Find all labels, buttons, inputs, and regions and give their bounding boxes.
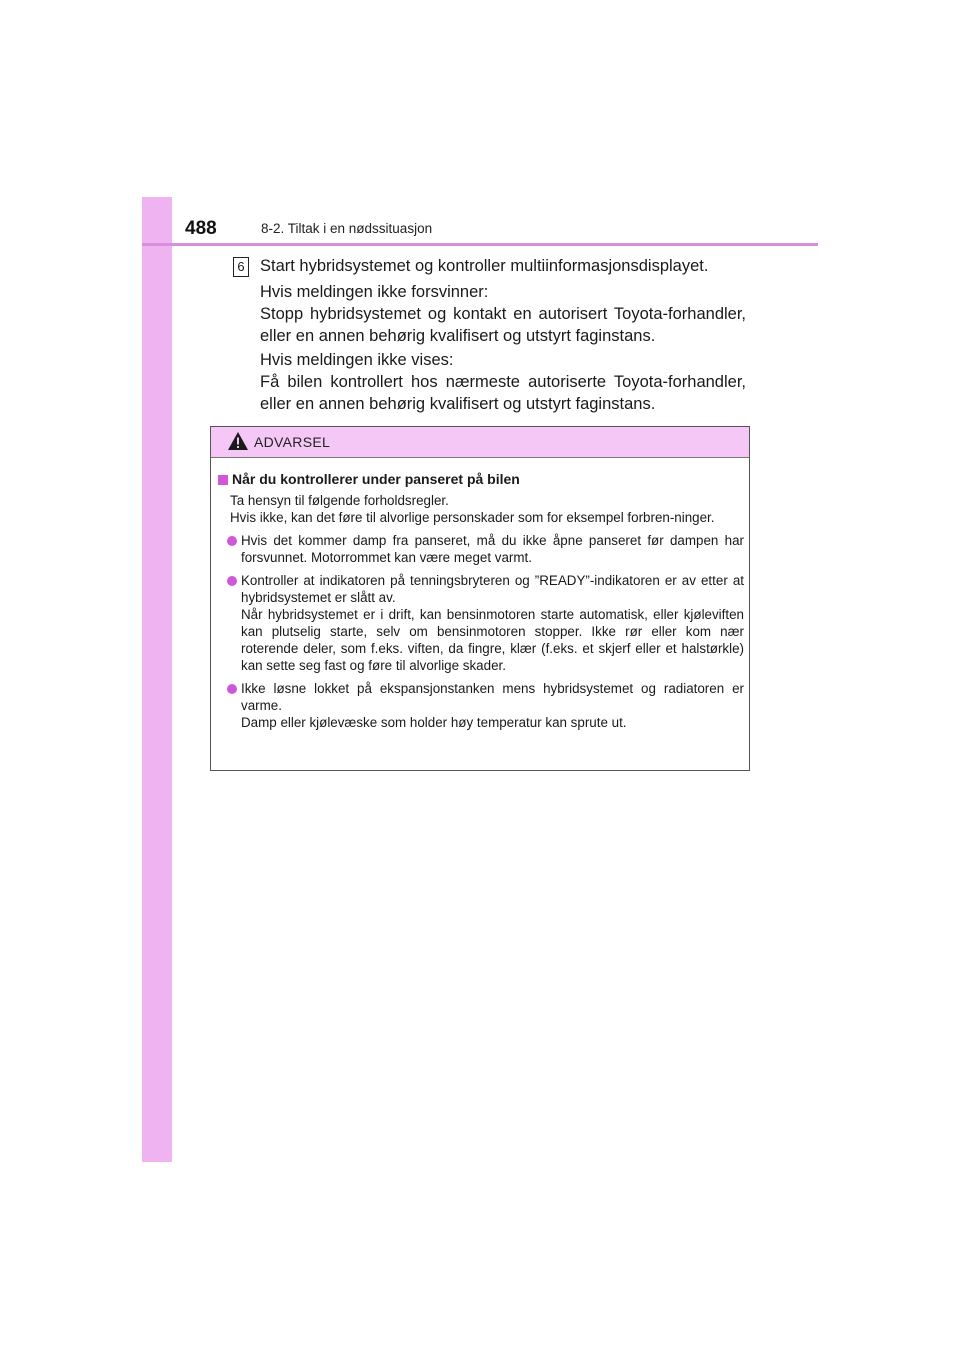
warning-item-text: Damp eller kjølevæske som holder høy temperatur kan sprute ut. xyxy=(241,715,627,730)
warning-item xyxy=(218,572,744,674)
warning-box xyxy=(210,426,750,771)
warning-header xyxy=(211,427,749,458)
section-title: 8-2. Tiltak i en nødssituasjon xyxy=(261,221,433,236)
warning-body xyxy=(218,471,744,731)
chapter-side-strip xyxy=(142,197,172,1162)
warning-heading xyxy=(218,471,744,488)
round-bullet-icon xyxy=(227,684,237,694)
warning-item xyxy=(218,532,744,566)
round-bullet-icon xyxy=(227,536,237,546)
warning-heading-text: Når du kontrollerer under panseret på bilen xyxy=(232,471,520,487)
warning-title: ADVARSEL xyxy=(254,434,331,450)
warning-item-text: Når hybridsystemet er i drift, kan bensinmotoren starte automatisk, eller kjøleviften kan plutselig starte, selv om bensinmotoren stopper. Ikke rør eller kom nær roterende deler, som f.eks. viften, da fingre, klær (f.eks. et skjerf eller et halstørkle) kan sette seg fast og føre til alvorlige skader. xyxy=(241,607,744,673)
step-instruction: Start hybridsystemet og kontroller multiinformasjonsdisplayet. xyxy=(260,257,709,275)
warning-item-text: Hvis det kommer damp fra panseret, må du ikke åpne panseret før dampen har forsvunnet. Motorrommet kan være meget varmt. xyxy=(241,533,744,565)
condition-2-lead: Hvis meldingen ikke vises: xyxy=(260,351,454,369)
warning-item-text: Kontroller at indikatoren på tenningsbryteren og ”READY”-indikatoren er av etter at hybridsystemet er slått av. xyxy=(241,573,744,605)
page-number: 488 xyxy=(185,218,217,239)
round-bullet-icon xyxy=(227,576,237,586)
condition-2-text: Få bilen kontrollert hos nærmeste autoriserte Toyota-forhandler, eller en annen behørig kvalifisert og utstyrt faginstans. xyxy=(260,373,746,413)
condition-1-lead: Hvis meldingen ikke forsvinner: xyxy=(260,283,489,301)
warning-intro-1: Ta hensyn til følgende forholdsregler. xyxy=(230,493,449,508)
warning-intro-2: Hvis ikke, kan det føre til alvorlige personskader som for eksempel forbren-ninger. xyxy=(230,510,715,525)
warning-item-text: Ikke løsne lokket på ekspansjonstanken mens hybridsystemet og radiatoren er varme. xyxy=(241,681,744,713)
page-header xyxy=(185,212,825,246)
warning-item xyxy=(218,680,744,731)
condition-message-persists xyxy=(260,281,746,347)
condition-message-not-shown xyxy=(260,349,746,415)
header-divider xyxy=(142,243,818,246)
warning-triangle-icon xyxy=(227,431,249,451)
square-bullet-icon xyxy=(218,475,228,485)
condition-1-text: Stopp hybridsystemet og kontakt en autorisert Toyota-forhandler, eller en annen behørig kvalifisert og utstyrt faginstans. xyxy=(260,305,746,345)
step-number-badge: 6 xyxy=(233,257,249,277)
